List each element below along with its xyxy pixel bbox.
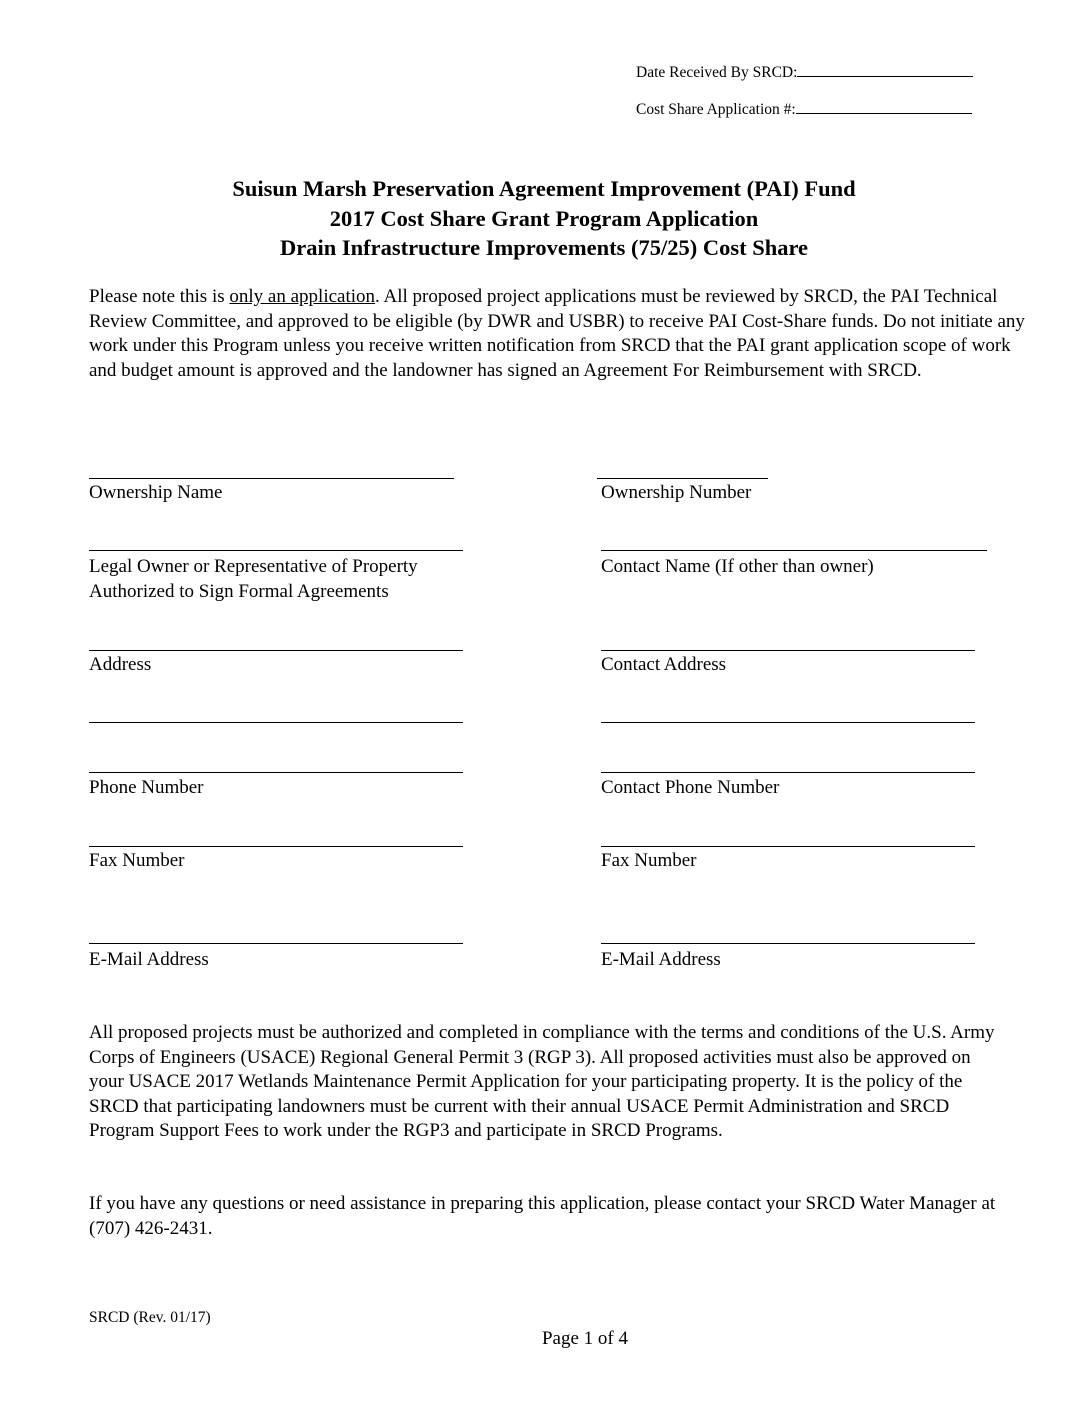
ownership-name-line[interactable] — [89, 478, 454, 479]
contact-email-address-label: E-Mail Address — [601, 949, 721, 970]
page-number: Page 1 of 4 — [541, 1328, 628, 1349]
address-label: Address — [89, 654, 152, 675]
contact-name-label: Contact Name (If other than owner) — [601, 556, 874, 577]
email-address-label: E-Mail Address — [89, 949, 209, 970]
date-received-label: Date Received By SRCD: — [636, 64, 798, 81]
contact-email-address-line[interactable] — [601, 943, 975, 944]
title-line-1: Suisun Marsh Preservation Agreement Improvement (PAI) Fund — [232, 176, 856, 201]
contact-address-line-2[interactable] — [601, 722, 975, 723]
compliance-paragraph: All proposed projects must be authorized and completed in compliance with the terms and conditions of the U.S. Army Corps of Engineers (USACE) Regional General Permit 3 (RGP 3). All proposed activities must also be approved on your USACE 2017 Wetlands Maintenance Permit Application for your participating property. It is the policy of the SRCD that participating landowners must be current with their annual USACE Permit Administration and SRCD Program Support Fees to work under the RGP3 and participate in SRCD Programs. — [89, 1022, 995, 1141]
intro-rest: . All proposed project applications must be reviewed by SRCD, the PAI Technical Review Committee, and approved to be eligible (by DWR and USBR) to receive PAI Cost-Share funds. Do not initiate any work under this Program unless you receive written notification from SRCD that the PAI grant application scope of work and budget amount is approved and the landowner has signed an Agreement For Reimbursement with SRCD. — [89, 286, 1025, 381]
date-received-row — [636, 64, 973, 82]
contact-phone-number-label: Contact Phone Number — [601, 777, 780, 798]
legal-owner-line[interactable] — [89, 550, 463, 551]
legal-owner-label-line-2: Authorized to Sign Formal Agreements — [89, 580, 389, 602]
intro-lead: Please note this is — [89, 286, 230, 307]
contact-fax-number-label: Fax Number — [601, 850, 697, 871]
ownership-number-label: Ownership Number — [601, 482, 752, 503]
contact-phone-number-line[interactable] — [601, 772, 975, 773]
address-line-1[interactable] — [89, 650, 463, 651]
intro-paragraph — [89, 285, 1029, 383]
title-line-2: 2017 Cost Share Grant Program Application — [329, 205, 759, 231]
legal-owner-label-line-1: Legal Owner or Representative of Property — [89, 556, 418, 577]
application-number-label: Cost Share Application #: — [636, 101, 796, 118]
contact-paragraph: If you have any questions or need assistance in preparing this application, please contact your SRCD Water Manager at (707) 426-2431. — [89, 1193, 996, 1239]
fax-number-label: Fax Number — [89, 850, 185, 871]
phone-number-line[interactable] — [89, 772, 463, 773]
title-line-3: Drain Infrastructure Improvements (75/25) Cost Share — [279, 235, 809, 260]
intro-emphasis: only an application — [229, 286, 376, 307]
page-title — [0, 174, 1088, 263]
ownership-name-label: Ownership Name — [89, 482, 223, 503]
email-address-line[interactable] — [89, 943, 463, 944]
fax-number-line[interactable] — [89, 846, 463, 847]
contact-address-line-1[interactable] — [601, 650, 975, 651]
date-received-field[interactable] — [797, 76, 973, 77]
contact-name-line[interactable] — [601, 550, 987, 551]
application-number-field[interactable] — [796, 113, 972, 114]
ownership-number-line[interactable] — [597, 478, 768, 479]
contact-address-label: Contact Address — [601, 654, 727, 675]
legal-owner-label — [89, 555, 418, 604]
application-number-row — [636, 101, 972, 119]
phone-number-label: Phone Number — [89, 777, 204, 798]
contact-fax-number-line[interactable] — [601, 846, 975, 847]
address-line-2[interactable] — [89, 722, 463, 723]
revision-note: SRCD (Rev. 01/17) — [89, 1309, 211, 1326]
